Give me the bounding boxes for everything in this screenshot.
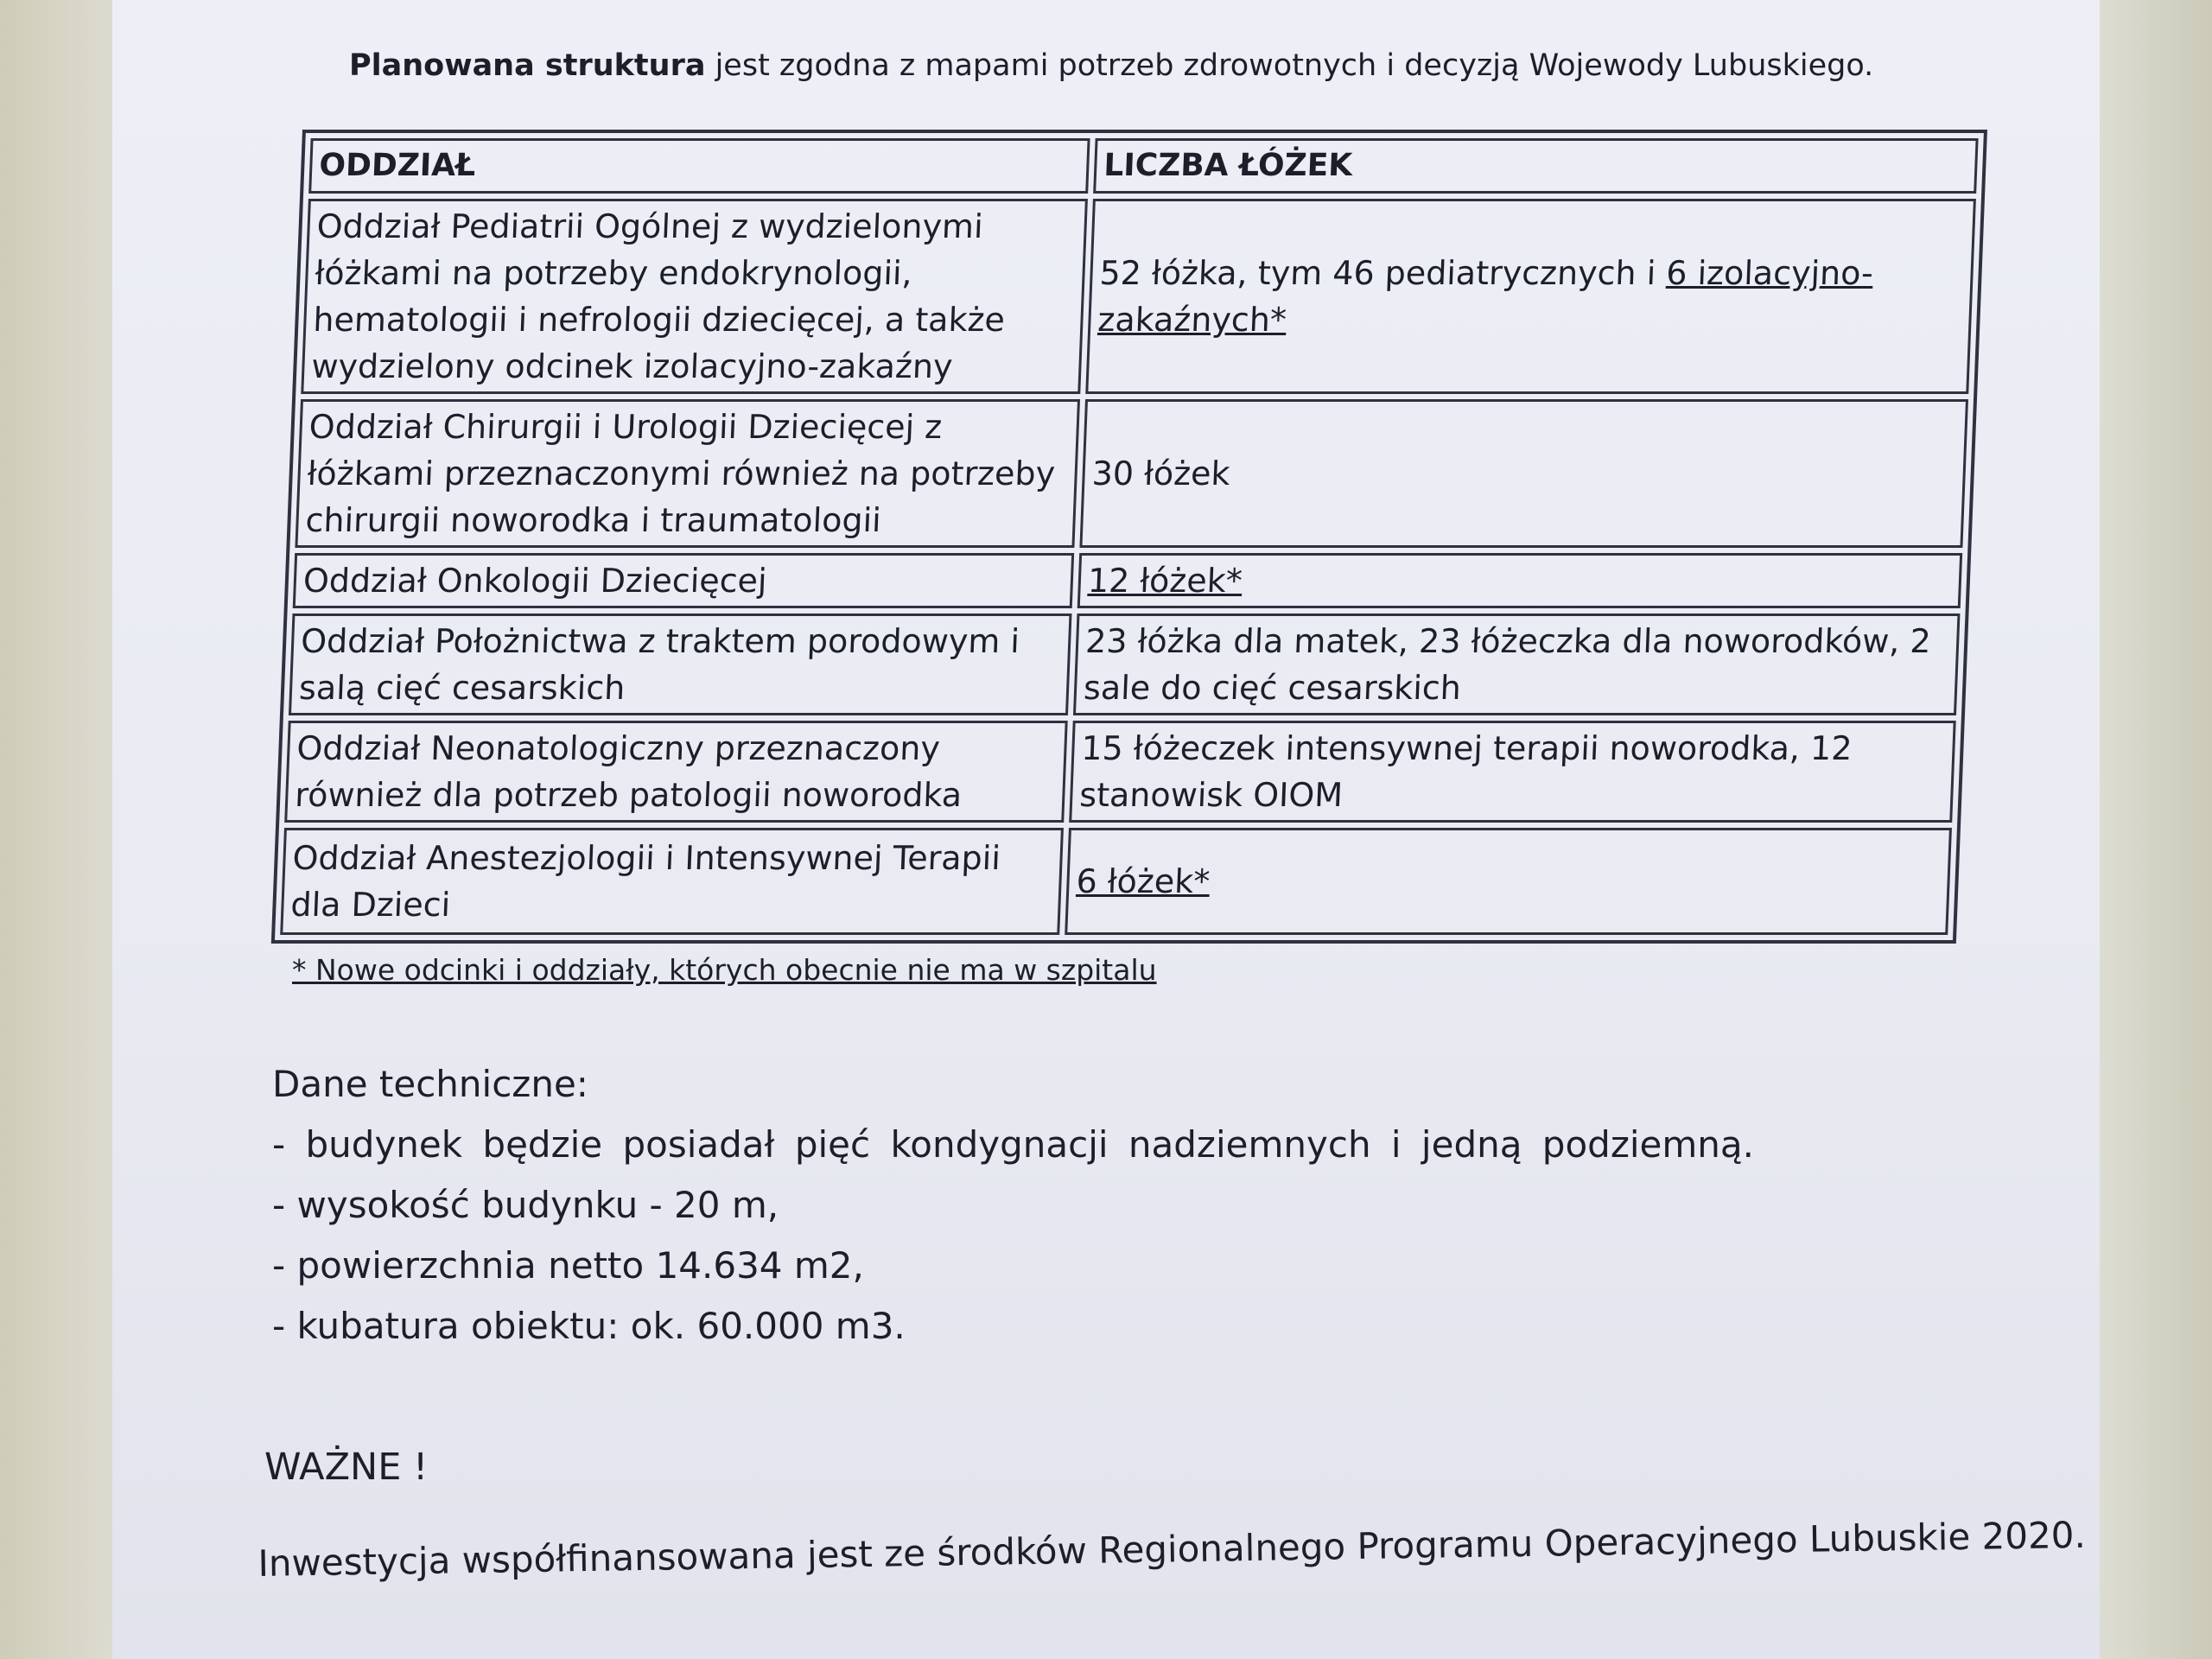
dept-cell: Oddział Neonatologiczny przeznaczony również dla potrzeb patologii noworodka xyxy=(284,721,1068,823)
dept-cell: Oddział Pediatrii Ogólnej z wydzielonymi łóżkami na potrzeby endokrynologii, hematologii i nefrologii dziecięcej, a także wydzielony odcinek izolacyjno-zakaźny xyxy=(301,199,1088,394)
header-department: ODDZIAŁ xyxy=(308,138,1090,194)
table-row xyxy=(295,399,1968,548)
beds-cell xyxy=(1065,828,1952,935)
intro-paragraph xyxy=(349,43,1991,88)
beds-text-underlined: 6 izolacyjno-zakaźnych* xyxy=(1096,254,1874,339)
funding-statement: Inwestycja współfinansowana jest ze środków Regionalnego Programu Operacyjnego Lubuskie 2020. xyxy=(257,1513,2087,1585)
beds-text: 15 łóżeczek intensywnej terapii noworodka, 12 stanowisk OIOM xyxy=(1078,729,1853,814)
intro-text: jest zgodna z mapami potrzeb zdrowotnych i decyzją Wojewody Lubuskiego. xyxy=(705,48,1874,83)
background-left xyxy=(0,0,112,1659)
dept-cell: Oddział Chirurgii i Urologii Dziecięcej z łóżkami przeznaczonymi również na potrzeby chirurgii noworodka i traumatologii xyxy=(295,399,1080,548)
table-header-row xyxy=(308,138,1978,194)
dept-cell: Oddział Położnictwa z traktem porodowym i salą cięć cesarskich xyxy=(289,613,1072,715)
beds-text: 30 łóżek xyxy=(1090,454,1231,493)
technical-item: - budynek będzie posiadał pięć kondygnacji nadziemnych i jedną podziemną. xyxy=(272,1123,1754,1166)
beds-cell xyxy=(1073,613,1961,715)
dept-cell: Oddział Anestezjologii i Intensywnej Terapii dla Dzieci xyxy=(280,828,1064,935)
table-row xyxy=(293,553,1962,608)
beds-cell xyxy=(1077,553,1962,608)
table-row xyxy=(280,828,1952,935)
important-heading: WAŻNE ! xyxy=(264,1446,429,1489)
technical-data xyxy=(272,1054,1827,1357)
beds-text-underlined: 6 łóżek* xyxy=(1075,862,1211,900)
beds-text: 52 łóżka, tym 46 pediatrycznych i xyxy=(1098,254,1668,292)
background-right xyxy=(2100,0,2212,1659)
structure-table-wrapper xyxy=(272,130,1987,924)
beds-cell xyxy=(1069,721,1956,823)
technical-item: - wysokość budynku - 20 m, xyxy=(272,1184,779,1226)
beds-cell xyxy=(1079,399,1968,548)
technical-item: - kubatura obiektu: ok. 60.000 m3. xyxy=(272,1305,906,1347)
table-row xyxy=(284,721,1956,823)
header-beds: LICZBA ŁÓŻEK xyxy=(1093,138,1978,194)
dept-cell: Oddział Onkologii Dziecięcej xyxy=(293,553,1074,608)
table-row xyxy=(289,613,1961,715)
technical-heading: Dane techniczne: xyxy=(272,1063,588,1105)
intro-bold: Planowana struktura xyxy=(349,48,706,83)
technical-item: - powierzchnia netto 14.634 m2, xyxy=(272,1244,864,1287)
beds-text: 23 łóżka dla matek, 23 łóżeczka dla noworodków, 2 sale do cięć cesarskich xyxy=(1083,622,1932,707)
structure-table xyxy=(271,130,1987,944)
table-row xyxy=(301,199,1976,394)
beds-cell xyxy=(1085,199,1976,394)
beds-text-underlined: 12 łóżek* xyxy=(1087,562,1243,600)
footnote: * Nowe odcinki i oddziały, których obecnie nie ma w szpitalu xyxy=(292,953,1157,987)
